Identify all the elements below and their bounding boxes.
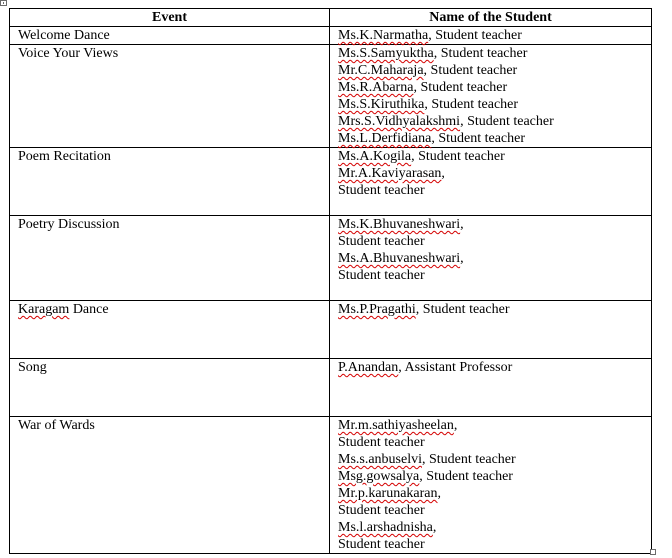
event-cell [10, 148, 330, 216]
student-name: Mrs.S.Vidhyalakshmi [338, 114, 461, 129]
student-cell [330, 417, 652, 554]
table-row [10, 359, 652, 417]
student-role: , Student teacher [413, 80, 508, 95]
student-line [338, 267, 643, 284]
student-name: Mr.p.karunakaran [338, 486, 438, 501]
student-name: Ms.A.Kogila [338, 149, 412, 164]
student-cell [330, 45, 652, 148]
student-role: , Student teacher [423, 63, 518, 78]
event-name: Poem Recitation [18, 149, 111, 164]
student-name: Msg.gowsalya [338, 469, 420, 484]
table-row [10, 216, 652, 301]
student-role: , Student teacher [428, 28, 522, 43]
student-role: Student teacher [338, 503, 425, 518]
event-name: War of Wards [18, 418, 95, 433]
student-cell [330, 148, 652, 216]
header-event: Event [10, 9, 330, 27]
event-name: Karagam Dance [18, 302, 109, 317]
student-name: Ms.S.Samyuktha [338, 46, 434, 61]
event-cell [10, 301, 330, 359]
event-cell [10, 417, 330, 554]
student-name: Ms.P.Pragathi [338, 302, 416, 317]
student-name: Ms.S.Kiruthika [338, 97, 425, 112]
table-row [10, 45, 652, 148]
event-name: Voice Your Views [18, 46, 119, 61]
header-student: Name of the Student [330, 9, 652, 27]
table-move-handle-icon[interactable] [0, 0, 7, 6]
student-line [338, 301, 643, 318]
student-line [338, 233, 643, 250]
student-role: , Student teacher [433, 46, 528, 61]
student-role: , [441, 166, 445, 181]
table-header-row [10, 9, 652, 27]
student-role: , Student teacher [424, 97, 519, 112]
student-name: Mr.A.Kaviyarasan [338, 166, 442, 181]
student-line [338, 79, 643, 96]
student-line [338, 62, 643, 79]
student-name: P.Anandan [338, 360, 399, 375]
student-line [338, 451, 643, 468]
student-line [338, 468, 643, 485]
student-name: Ms.K.Narmatha [338, 28, 429, 43]
student-line [338, 216, 643, 233]
student-cell [330, 216, 652, 301]
student-name: Ms.K.Bhuvaneshwari [338, 217, 461, 232]
student-line [338, 148, 643, 165]
student-role: , [432, 520, 437, 535]
events-table [9, 8, 652, 554]
table-row [10, 301, 652, 359]
student-line [338, 182, 643, 199]
student-line [338, 27, 643, 44]
student-role: Student teacher [338, 268, 425, 283]
event-cell [10, 216, 330, 301]
student-line [338, 165, 643, 182]
event-name: Song [18, 360, 47, 375]
student-role: , [460, 251, 464, 266]
student-role: , Student teacher [415, 302, 510, 317]
student-name: Ms.A.Bhuvaneshwari [338, 251, 461, 266]
student-cell [330, 359, 652, 417]
student-role: Student teacher [338, 537, 425, 552]
student-line [338, 45, 643, 62]
student-role: , [437, 486, 442, 501]
student-line [338, 417, 643, 434]
student-line [338, 536, 643, 553]
student-role: Student teacher [338, 234, 425, 249]
student-line [338, 485, 643, 502]
student-line [338, 359, 643, 376]
student-role: , Student teacher [460, 114, 554, 129]
table-row [10, 417, 652, 554]
event-name: Welcome Dance [18, 28, 110, 43]
student-line [338, 434, 643, 451]
student-name: Ms.s.anbuselvi [338, 452, 422, 467]
student-line [338, 519, 643, 536]
student-line [338, 113, 643, 130]
student-role: , Student teacher [431, 131, 525, 146]
student-cell [330, 27, 652, 45]
event-cell [10, 45, 330, 148]
student-line [338, 502, 643, 519]
event-cell [10, 27, 330, 45]
student-role: , Student teacher [411, 149, 505, 164]
student-role: , [460, 217, 464, 232]
student-role: , [453, 418, 458, 433]
student-role: , Student teacher [419, 469, 513, 484]
student-role: , Assistant Professor [398, 360, 513, 375]
event-name: Poetry Discussion [18, 217, 120, 232]
student-name: Ms.l.arshadnisha [338, 520, 433, 535]
student-line [338, 96, 643, 113]
student-name: Ms.R.Abarna [338, 80, 414, 95]
student-line [338, 130, 643, 147]
student-role: Student teacher [338, 183, 425, 198]
student-line [338, 250, 643, 267]
student-role: , Student teacher [422, 452, 516, 467]
student-name: Mr.m.sathiyasheelan [338, 418, 454, 433]
student-role: Student teacher [338, 435, 425, 450]
student-name: Mr.C.Maharaja [338, 63, 424, 78]
student-name: Ms.L.Derfidiana [338, 131, 432, 146]
event-cell [10, 359, 330, 417]
student-cell [330, 301, 652, 359]
table-row [10, 27, 652, 45]
table-row [10, 148, 652, 216]
table-resize-handle-icon[interactable] [650, 549, 656, 555]
